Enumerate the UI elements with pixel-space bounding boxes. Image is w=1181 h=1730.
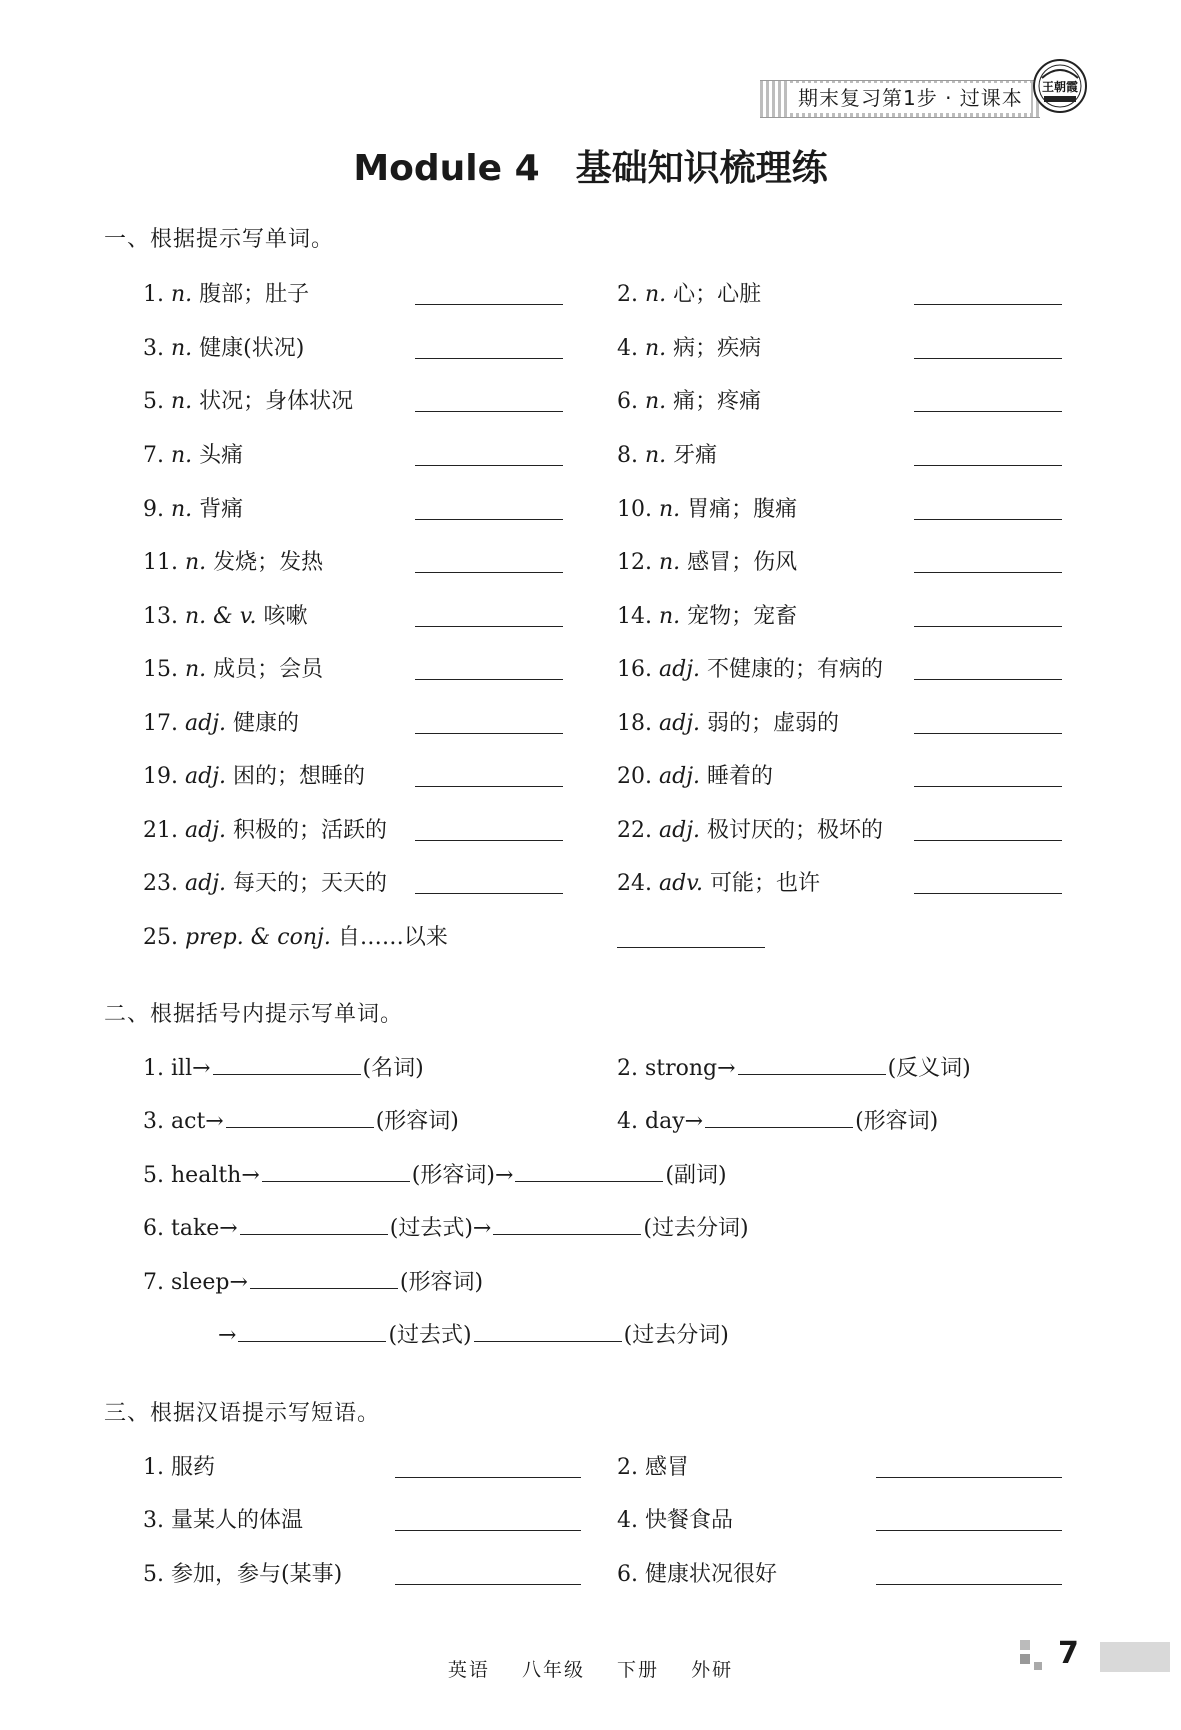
list-item: 5. 参加，参与(某事) [143, 1562, 343, 1587]
answer-blank[interactable] [914, 571, 1062, 573]
header-label: 期末复习第1步 · 过课本 [790, 83, 1031, 113]
answer-blank[interactable] [415, 571, 563, 573]
answer-blank[interactable] [876, 1583, 1062, 1585]
list-item: 6. take→ (过去式)→ (过去分词) [143, 1216, 749, 1241]
answer-blank[interactable] [415, 464, 563, 466]
list-item: 11. n. 发烧；发热 [143, 550, 324, 575]
answer-blank[interactable] [240, 1214, 388, 1235]
answer-blank[interactable] [914, 678, 1062, 680]
page-title: Module 4 基础知识梳理练 [353, 148, 828, 189]
list-item: 17. adj. 健康的 [143, 711, 300, 736]
list-item: → (过去式) (过去分词) [218, 1323, 729, 1348]
answer-blank[interactable] [914, 785, 1062, 787]
answer-blank[interactable] [914, 518, 1062, 520]
answer-blank[interactable] [226, 1107, 374, 1128]
answer-blank[interactable] [914, 410, 1062, 412]
answer-blank[interactable] [415, 303, 563, 305]
svg-text:王朝霞: 王朝霞 [1041, 80, 1079, 94]
answer-blank[interactable] [395, 1529, 581, 1531]
list-item: 2. 感冒 [617, 1455, 690, 1480]
answer-blank[interactable] [262, 1161, 410, 1182]
answer-blank[interactable] [395, 1476, 581, 1478]
list-item: 3. 量某人的体温 [143, 1508, 304, 1533]
list-item: 21. adj. 积极的；活跃的 [143, 818, 388, 843]
list-item: 9. n. 背痛 [143, 497, 244, 522]
answer-blank[interactable] [415, 785, 563, 787]
list-item: 6. 健康状况很好 [617, 1562, 778, 1587]
list-item: 6. n. 痛；疼痛 [617, 389, 762, 414]
list-item: 3. n. 健康(状况) [143, 336, 305, 361]
answer-blank[interactable] [474, 1321, 622, 1342]
list-item: 24. adv. 可能；也许 [617, 871, 821, 896]
answer-blank[interactable] [250, 1268, 398, 1289]
section1-heading: 一、根据提示写单词。 [104, 227, 335, 252]
answer-blank[interactable] [415, 678, 563, 680]
list-item: 5. health→ (形容词)→ (副词) [143, 1163, 727, 1188]
list-item: 4. n. 病；疾病 [617, 336, 762, 361]
list-item: 1. 服药 [143, 1455, 216, 1480]
list-item: 13. n. & v. 咳嗽 [143, 604, 308, 629]
list-item: 4. 快餐食品 [617, 1508, 734, 1533]
answer-blank[interactable] [914, 357, 1062, 359]
list-item: 10. n. 胃痛；腹痛 [617, 497, 798, 522]
answer-blank[interactable] [415, 732, 563, 734]
list-item: 3. act→ (形容词) [143, 1109, 459, 1134]
list-item: 12. n. 感冒；伤风 [617, 550, 798, 575]
answer-blank[interactable] [415, 892, 563, 894]
answer-blank[interactable] [395, 1583, 581, 1585]
answer-blank[interactable] [617, 946, 765, 948]
answer-blank[interactable] [705, 1107, 853, 1128]
page-number: 7 [1058, 1636, 1079, 1671]
answer-blank[interactable] [738, 1054, 886, 1075]
list-item: 5. n. 状况；身体状况 [143, 389, 354, 414]
list-item: 20. adj. 睡着的 [617, 764, 774, 789]
answer-blank[interactable] [914, 464, 1062, 466]
footer-grade: 八年级 [521, 1659, 585, 1681]
footer-subject: 英语 [447, 1659, 490, 1681]
list-item: 8. n. 牙痛 [617, 443, 718, 468]
answer-blank[interactable] [493, 1214, 641, 1235]
page-number-block [1020, 1640, 1170, 1674]
publisher-seal [1032, 58, 1088, 114]
list-item: 2. n. 心；心脏 [617, 282, 762, 307]
footer-edition: 外研 [691, 1659, 734, 1681]
list-item: 22. adj. 极讨厌的；极坏的 [617, 818, 884, 843]
answer-blank[interactable] [415, 518, 563, 520]
list-item: 15. n. 成员；会员 [143, 657, 324, 682]
footer-volume: 下册 [617, 1659, 660, 1681]
answer-blank[interactable] [415, 410, 563, 412]
answer-blank[interactable] [238, 1321, 386, 1342]
answer-blank[interactable] [515, 1161, 663, 1182]
list-item: 25. prep. & conj. 自……以来 [143, 925, 448, 950]
answer-blank[interactable] [914, 732, 1062, 734]
answer-blank[interactable] [876, 1476, 1062, 1478]
list-item: 16. adj. 不健康的；有病的 [617, 657, 884, 682]
list-item: 1. ill→ (名词) [143, 1056, 424, 1081]
list-item: 2. strong→ (反义词) [617, 1056, 971, 1081]
list-item: 1. n. 腹部；肚子 [143, 282, 310, 307]
answer-blank[interactable] [415, 625, 563, 627]
answer-blank[interactable] [914, 839, 1062, 841]
answer-blank[interactable] [914, 303, 1062, 305]
section2-heading: 二、根据括号内提示写单词。 [104, 1002, 404, 1027]
list-item: 7. n. 头痛 [143, 443, 244, 468]
list-item: 18. adj. 弱的；虚弱的 [617, 711, 840, 736]
answer-blank[interactable] [914, 625, 1062, 627]
answer-blank[interactable] [876, 1529, 1062, 1531]
answer-blank[interactable] [415, 357, 563, 359]
list-item: 19. adj. 困的；想睡的 [143, 764, 366, 789]
answer-blank[interactable] [914, 892, 1062, 894]
list-item: 7. sleep→ (形容词) [143, 1270, 484, 1295]
list-item: 14. n. 宠物；宠畜 [617, 604, 798, 629]
list-item: 4. day→ (形容词) [617, 1109, 939, 1134]
answer-blank[interactable] [213, 1054, 361, 1075]
answer-blank[interactable] [415, 839, 563, 841]
section3-heading: 三、根据汉语提示写短语。 [104, 1401, 381, 1426]
list-item: 23. adj. 每天的；天天的 [143, 871, 388, 896]
footer [0, 1655, 1181, 1682]
